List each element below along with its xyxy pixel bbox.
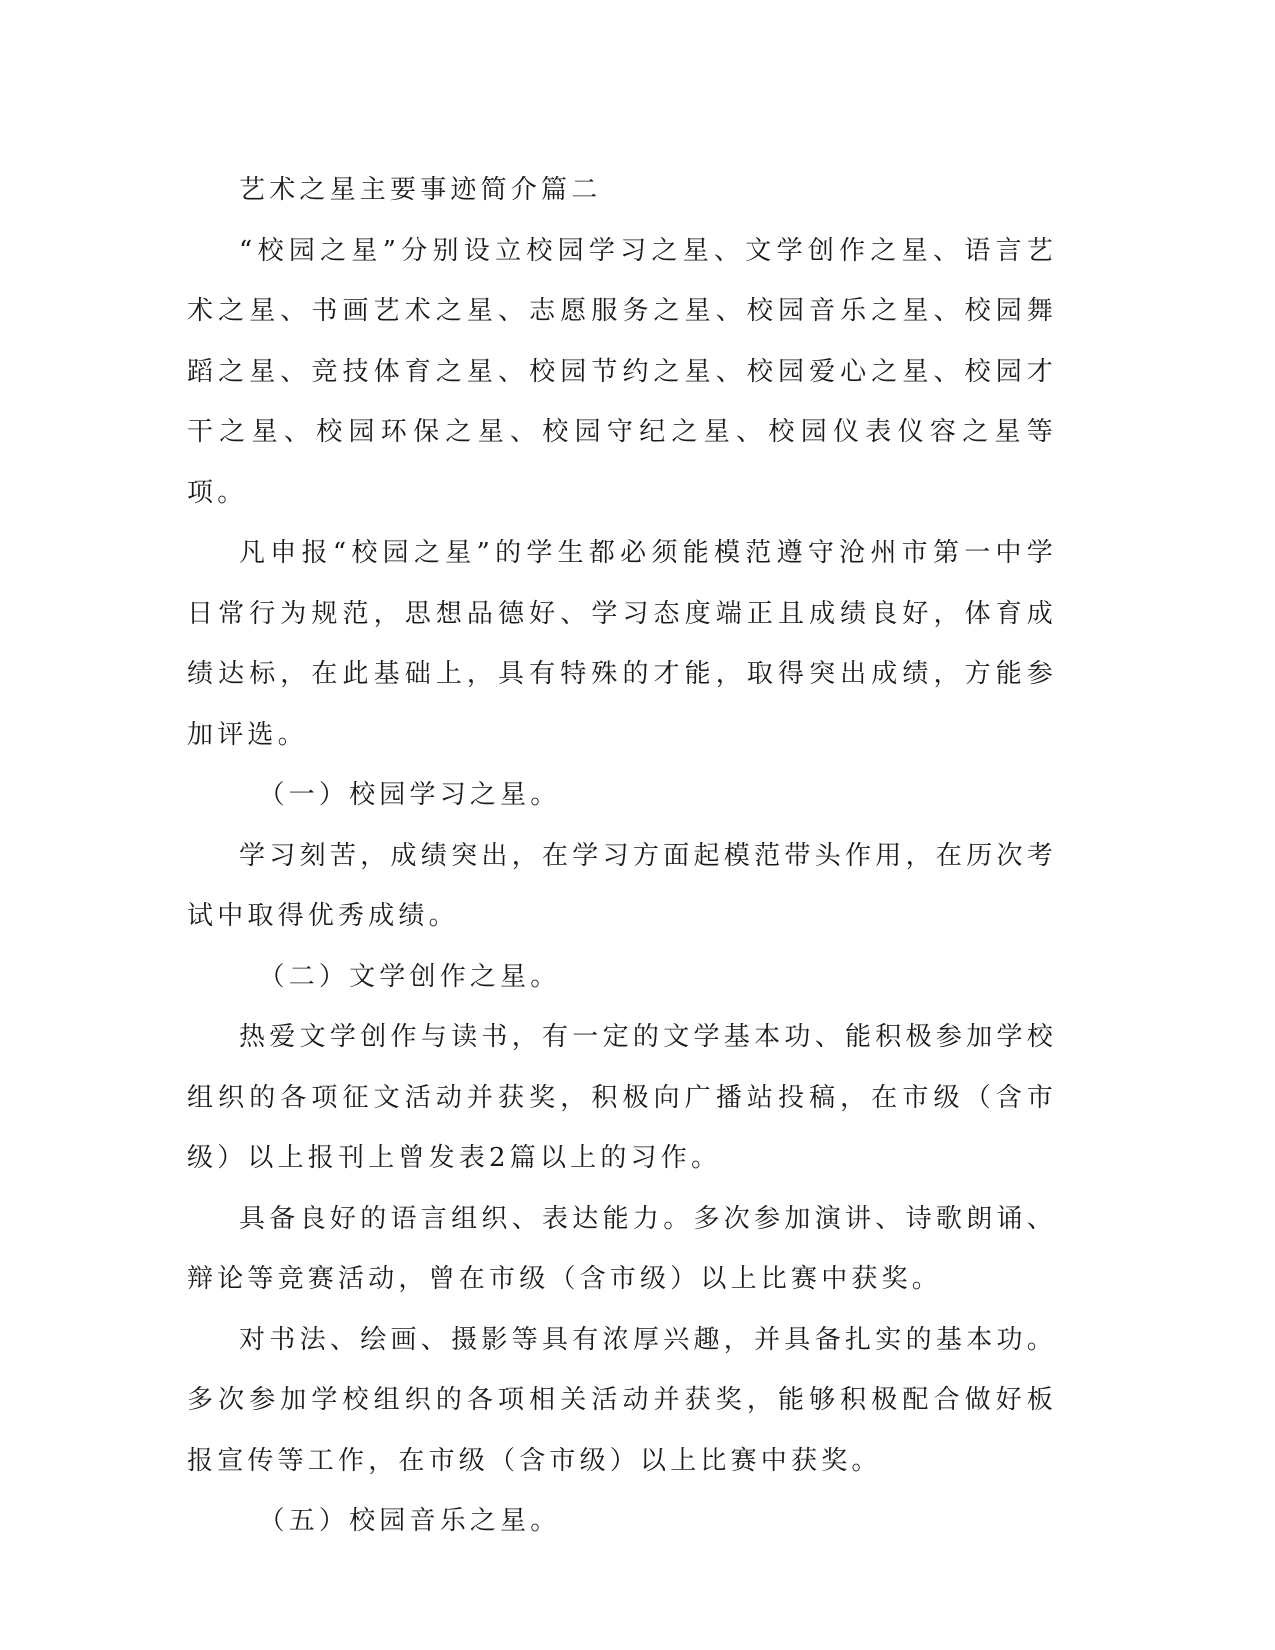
paragraph-eligibility: 凡申报“校园之星”的学生都必须能模范遵守沧州市第一中学日常行为规范，思想品德好、学习态度端正且成绩良好，体育成绩达标，在此基础上，具有特殊的才能，取得突出成绩，方能参加评选。 bbox=[187, 538, 1057, 750]
section-heading-study-star: （一）校园学习之星。 bbox=[258, 780, 561, 810]
paragraph-language-star: 具备良好的语言组织、表达能力。多次参加演讲、诗歌朗诵、辩论等竞赛活动，曾在市级（含市级）以上比赛中获奖。 bbox=[187, 1203, 1057, 1294]
paragraph-art-star: 对书法、绘画、摄影等具有浓厚兴趣，并具备扎实的基本功。多次参加学校组织的各项相关活动并获奖，能够积极配合做好板报宣传等工作，在市级（含市级）以上比赛中获奖。 bbox=[187, 1324, 1057, 1476]
paragraph-literature-star: 热爱文学创作与读书，有一定的文学基本功、能积极参加学校组织的各项征文活动并获奖，积极向广播站投稿，在市级（含市级）以上报刊上曾发表2篇以上的习作。 bbox=[187, 1022, 1057, 1173]
paragraph-stars-list: “校园之星”分别设立校园学习之星、文学创作之星、语言艺术之星、书画艺术之星、志愿服务之星、校园音乐之星、校园舞蹈之星、竞技体育之星、校园节约之星、校园爱心之星、校园才干之星、校园环保之星、校园守纪之星、校园仪表仪容之星等项。 bbox=[187, 235, 1057, 508]
document-body bbox=[187, 160, 1057, 1552]
section-heading-literature-star: （二）文学创作之星。 bbox=[258, 961, 561, 992]
document-title: 艺术之星主要事迹简介篇二 bbox=[239, 175, 602, 205]
section-heading-music-star: （五）校园音乐之星。 bbox=[258, 1506, 561, 1536]
paragraph-study-star: 学习刻苦，成绩突出，在学习方面起模范带头作用，在历次考试中取得优秀成绩。 bbox=[187, 840, 1057, 931]
